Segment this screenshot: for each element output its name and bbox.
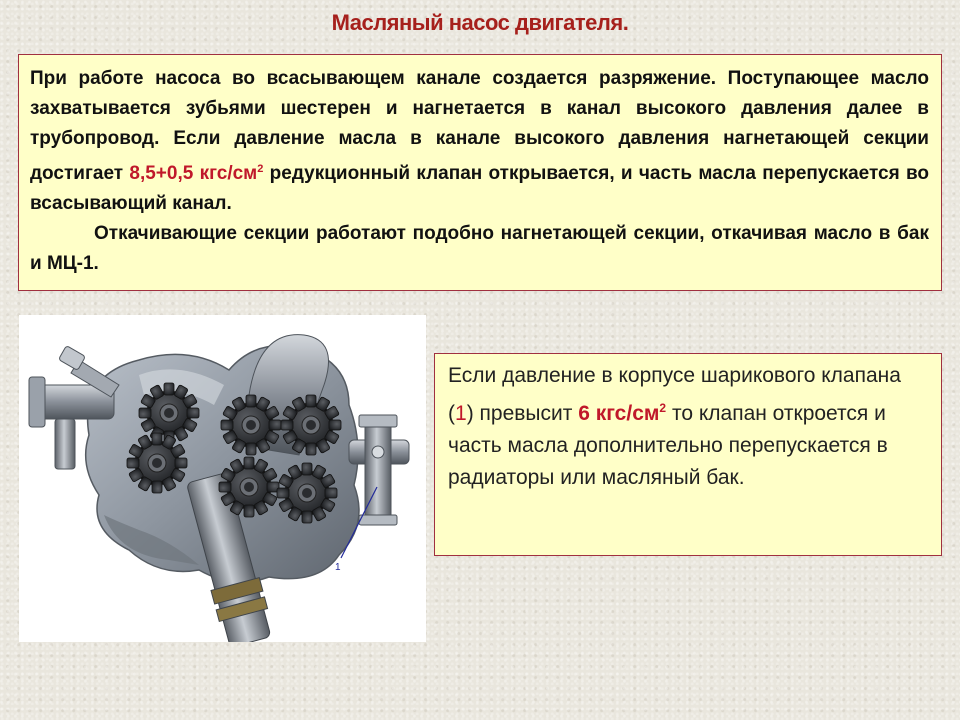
valve-pressure-exponent: 2 bbox=[659, 401, 667, 415]
paragraph-2: Откачивающие секции работают подобно нагнетающей секции, откачивая масло в бак и МЦ-1. bbox=[30, 223, 929, 274]
paragraph-1: При работе насоса во всасывающем канале создается разряжение. Поступающее масло захватывается зубьями шестерен и нагнетается в канал высокого давления далее в трубопровод. Если давление масла в канале высокого давления нагнетающей секции достигает 8,5+0,5 кгс/$см^2$ редукционный клапан открывается, и часть масла перепускается во всасывающий канал. bbox=[30, 68, 930, 214]
description-box bbox=[18, 54, 942, 291]
callout-label: 1 bbox=[335, 562, 341, 573]
pressure-value: 8,5+0,5 кгс/см bbox=[129, 163, 258, 184]
oil-pump-cutaway bbox=[19, 315, 426, 642]
oil-pump-illustration bbox=[19, 315, 426, 642]
valve-pressure-value: 6 кгс/см bbox=[578, 402, 660, 425]
ball-valve-note: Если давление в корпусе шарикового клапана (1) превысит 6 кгс/$см^2$ то клапан откроется и часть масла дополнительно перепускается в радиаторы или масляный бак. bbox=[434, 353, 942, 556]
page-title: Масляный насос двигателя. bbox=[331, 10, 629, 35]
valve-number: 1 bbox=[455, 402, 467, 425]
pressure-exponent: 2 bbox=[257, 163, 264, 175]
